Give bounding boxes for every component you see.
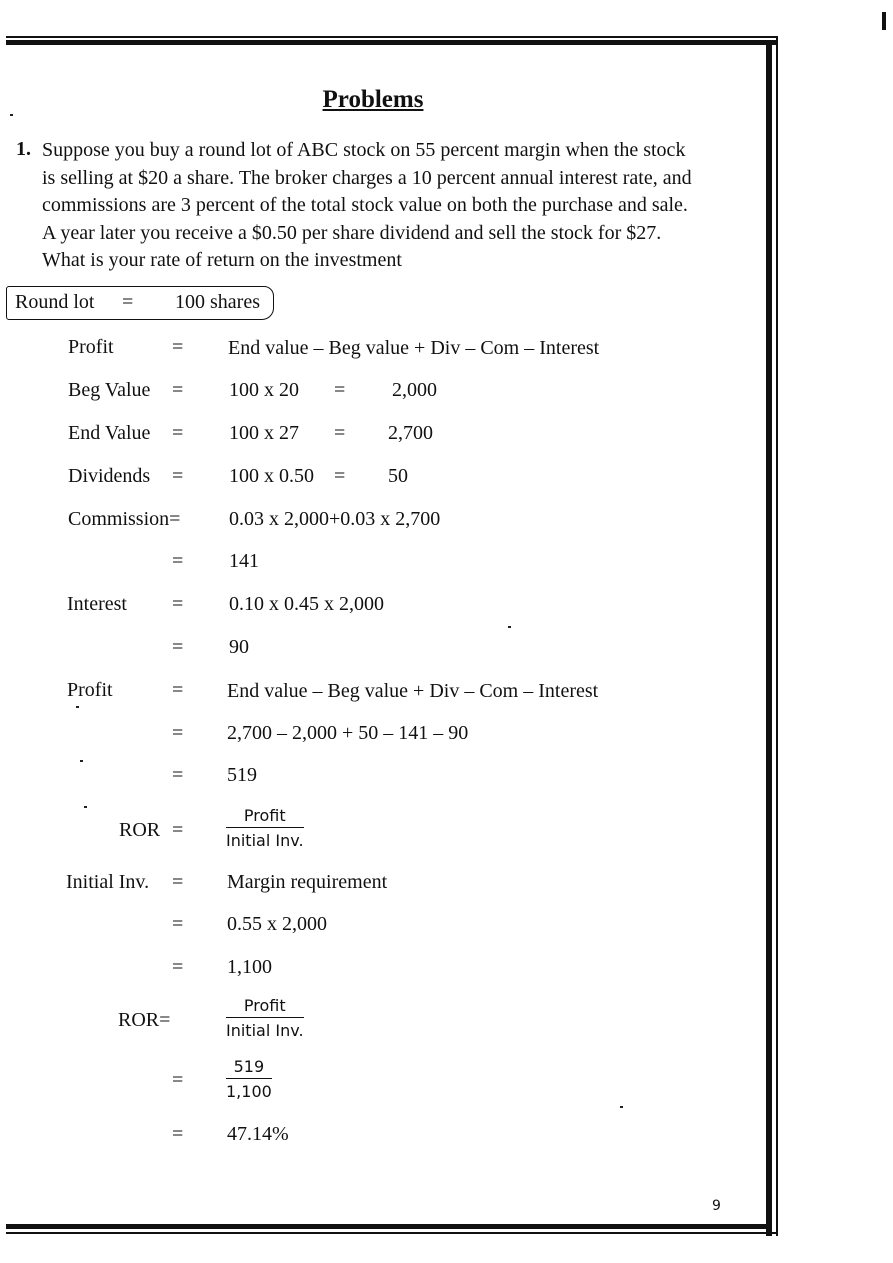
ror-label: ROR= — [118, 1009, 171, 1031]
equals-sign: = — [334, 422, 346, 444]
interest-result: 90 — [229, 636, 249, 658]
beg-value-label: Beg Value — [68, 379, 151, 401]
profit-substitution: 2,700 – 2,000 + 50 – 141 – 90 — [227, 722, 469, 744]
round-lot-box — [6, 286, 274, 320]
end-value-label: End Value — [68, 422, 151, 444]
commission-expr: 0.03 x 2,000+0.03 x 2,700 — [229, 508, 441, 530]
page-number: 9 — [712, 1198, 721, 1214]
scan-speck — [76, 706, 79, 708]
problem-line: What is your rate of return on the investment — [42, 249, 402, 271]
equals-sign: = — [172, 550, 184, 572]
equals-sign: = — [172, 593, 184, 615]
ror-numeric-fraction — [226, 1057, 272, 1101]
equals-sign: = — [172, 1069, 184, 1091]
scan-speck — [84, 806, 87, 808]
fraction-denominator: Initial Inv. — [226, 831, 304, 850]
fraction-numerator: Profit — [226, 806, 304, 828]
equals-sign: = — [172, 422, 184, 444]
frame-right-rule — [766, 40, 772, 1236]
equals-sign: = — [172, 379, 184, 401]
equals-sign: = — [172, 636, 184, 658]
problem-line: is selling at $20 a share. The broker charges a 10 percent annual interest rate, and — [42, 166, 692, 189]
fraction-numerator: Profit — [226, 996, 304, 1018]
end-value-expr: 100 x 27 — [229, 422, 299, 444]
frame-top-rule — [6, 40, 776, 45]
scan-speck — [10, 114, 13, 116]
problem-number: 1. — [16, 138, 31, 160]
page-title: Problems — [322, 86, 424, 113]
equals-sign: = — [334, 465, 346, 487]
equals-sign: = — [172, 1123, 184, 1145]
round-lot-label: Round lot — [15, 291, 95, 313]
profit-formula: End value – Beg value + Div – Com – Interest — [228, 337, 600, 359]
frame-bottom-thin-rule — [6, 1232, 776, 1234]
equals-sign: = — [172, 956, 184, 978]
commission-result: 141 — [229, 550, 259, 572]
frame-right-thin-rule — [776, 38, 778, 1236]
equals-sign: = — [172, 465, 184, 487]
equals-sign: = — [172, 722, 184, 744]
scan-speck — [508, 626, 511, 628]
fraction-denominator: Initial Inv. — [226, 1021, 304, 1040]
ror-label: ROR — [119, 819, 161, 841]
beg-value-expr: 100 x 20 — [229, 379, 299, 401]
fraction-numerator: 519 — [226, 1057, 272, 1079]
equals-sign: = — [172, 819, 184, 841]
dividends-label: Dividends — [68, 465, 151, 487]
interest-expr: 0.10 x 0.45 x 2,000 — [229, 593, 384, 615]
fraction-denominator: 1,100 — [226, 1082, 272, 1101]
equals-sign: = — [172, 764, 184, 786]
initial-inv-result: 1,100 — [227, 956, 272, 978]
ror-fraction — [226, 996, 304, 1040]
scan-speck — [620, 1106, 623, 1108]
frame-top-thin-rule — [6, 36, 778, 38]
dividends-result: 50 — [388, 465, 408, 487]
equals-sign: = — [122, 291, 134, 313]
ror-result: 47.14% — [227, 1123, 289, 1145]
ror-fraction — [226, 806, 304, 850]
equals-sign: = — [172, 871, 184, 893]
profit-label: Profit — [68, 336, 114, 358]
scan-speck — [80, 760, 83, 762]
equals-sign: = — [172, 913, 184, 935]
problem-line: A year later you receive a $0.50 per share dividend and sell the stock for $27. — [42, 221, 662, 244]
commission-label: Commission= — [68, 508, 181, 530]
equals-sign: = — [172, 679, 184, 701]
dividends-expr: 100 x 0.50 — [229, 465, 314, 487]
equals-sign: = — [172, 336, 184, 358]
beg-value-result: 2,000 — [392, 379, 437, 401]
initial-inv-label: Initial Inv. — [66, 871, 150, 893]
profit-result: 519 — [227, 764, 257, 786]
profit-formula: End value – Beg value + Div – Com – Interest — [227, 680, 599, 702]
initial-inv-expr: Margin requirement — [227, 871, 388, 893]
initial-inv-calc: 0.55 x 2,000 — [227, 913, 327, 935]
scan-edge-mark — [882, 12, 886, 30]
frame-bottom-rule — [6, 1224, 772, 1229]
round-lot-value: 100 shares — [175, 291, 260, 313]
equals-sign: = — [334, 379, 346, 401]
problem-line: Suppose you buy a round lot of ABC stock on 55 percent margin when the stock — [42, 139, 686, 161]
problem-statement — [42, 137, 732, 275]
profit-label: Profit — [67, 679, 113, 701]
problem-line: commissions are 3 percent of the total stock value on both the purchase and sale. — [42, 194, 688, 216]
end-value-result: 2,700 — [388, 422, 433, 444]
interest-label: Interest — [67, 593, 127, 615]
